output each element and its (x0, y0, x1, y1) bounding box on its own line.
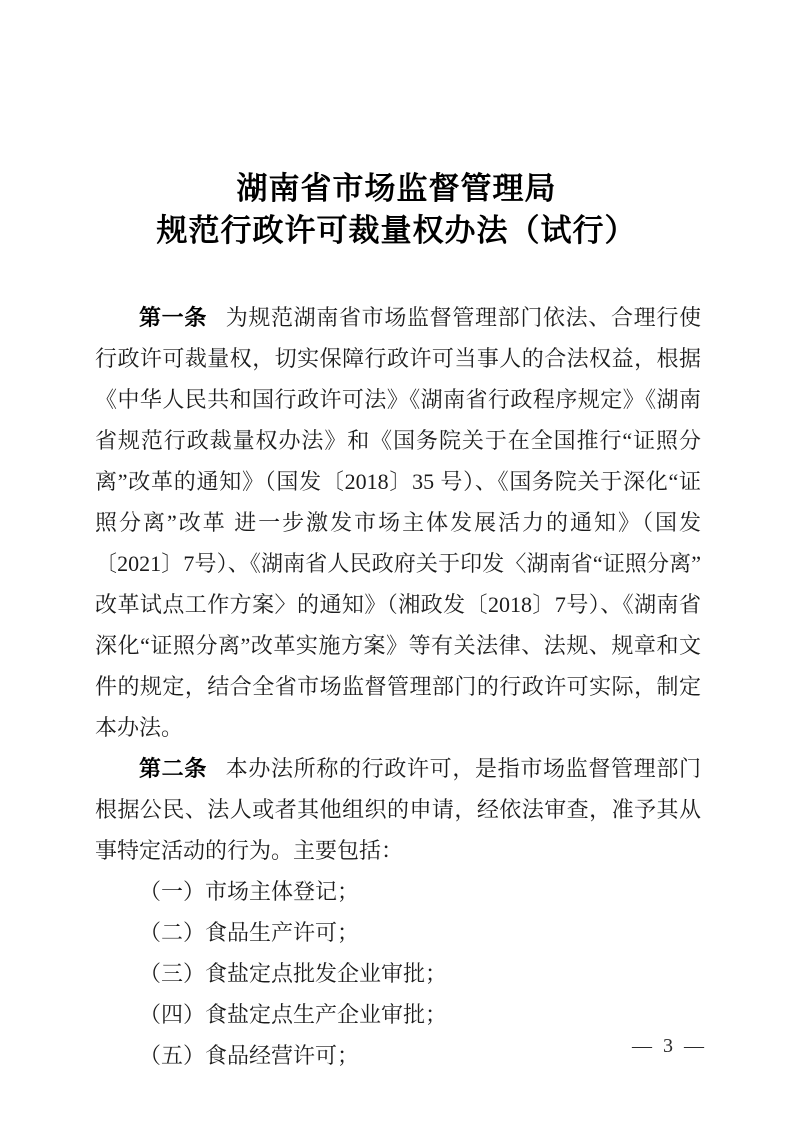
page-number: — 3 — (632, 1035, 707, 1057)
article-2-label: 第二条 (139, 756, 207, 781)
list-item-3: （三）食盐定点批发企业审批； (139, 961, 448, 986)
page-footer (632, 1032, 707, 1060)
list-item-4: （四）食盐定点生产企业审批； (139, 1002, 448, 1027)
article-1-paragraph (95, 297, 701, 748)
article-1-text: 为规范湖南省市场监督管理部门依法、合理行使行政许可裁量权，切实保障行政许可当事人的合法权益，根据《中华人民共和国行政许可法》《湖南省行政程序规定》《湖南省规范行政裁量权办法》和《国务院关于在全国推行“证照分离”改革的通知》（国发〔2018〕35 号）、《国务院关于深化“证照分离”改革 进一步激发市场主体发展活力的通知》（国发〔2021〕7号）、《湖南省人民政府关于印发〈湖南省“证照分离”改革试点工作方案〉的通知》（湘政发〔2018〕7号）、《湖南省深化“证照分离”改革实施方案》等有关法律、法规、规章和文件的规定，结合全省市场监督管理部门的行政许可实际，制定本办法。 (95, 305, 702, 740)
article-2-paragraph (95, 748, 701, 871)
document-title (0, 168, 793, 252)
document-body (95, 297, 701, 1076)
list-item-5: （五）食品经营许可； (139, 1043, 360, 1068)
article-2-text: 本办法所称的行政许可，是指市场监督管理部门根据公民、法人或者其他组织的申请，经依法审查，准予其从事特定活动的行为。主要包括： (95, 756, 701, 863)
title-line-2: 规范行政许可裁量权办法（试行） (156, 213, 637, 248)
list-item-1: （一）市场主体登记； (139, 879, 360, 904)
article-1-label: 第一条 (139, 305, 207, 330)
title-line-1: 湖南省市场监督管理局 (236, 171, 557, 206)
list-item-2: （二）食品生产许可； (139, 920, 360, 945)
